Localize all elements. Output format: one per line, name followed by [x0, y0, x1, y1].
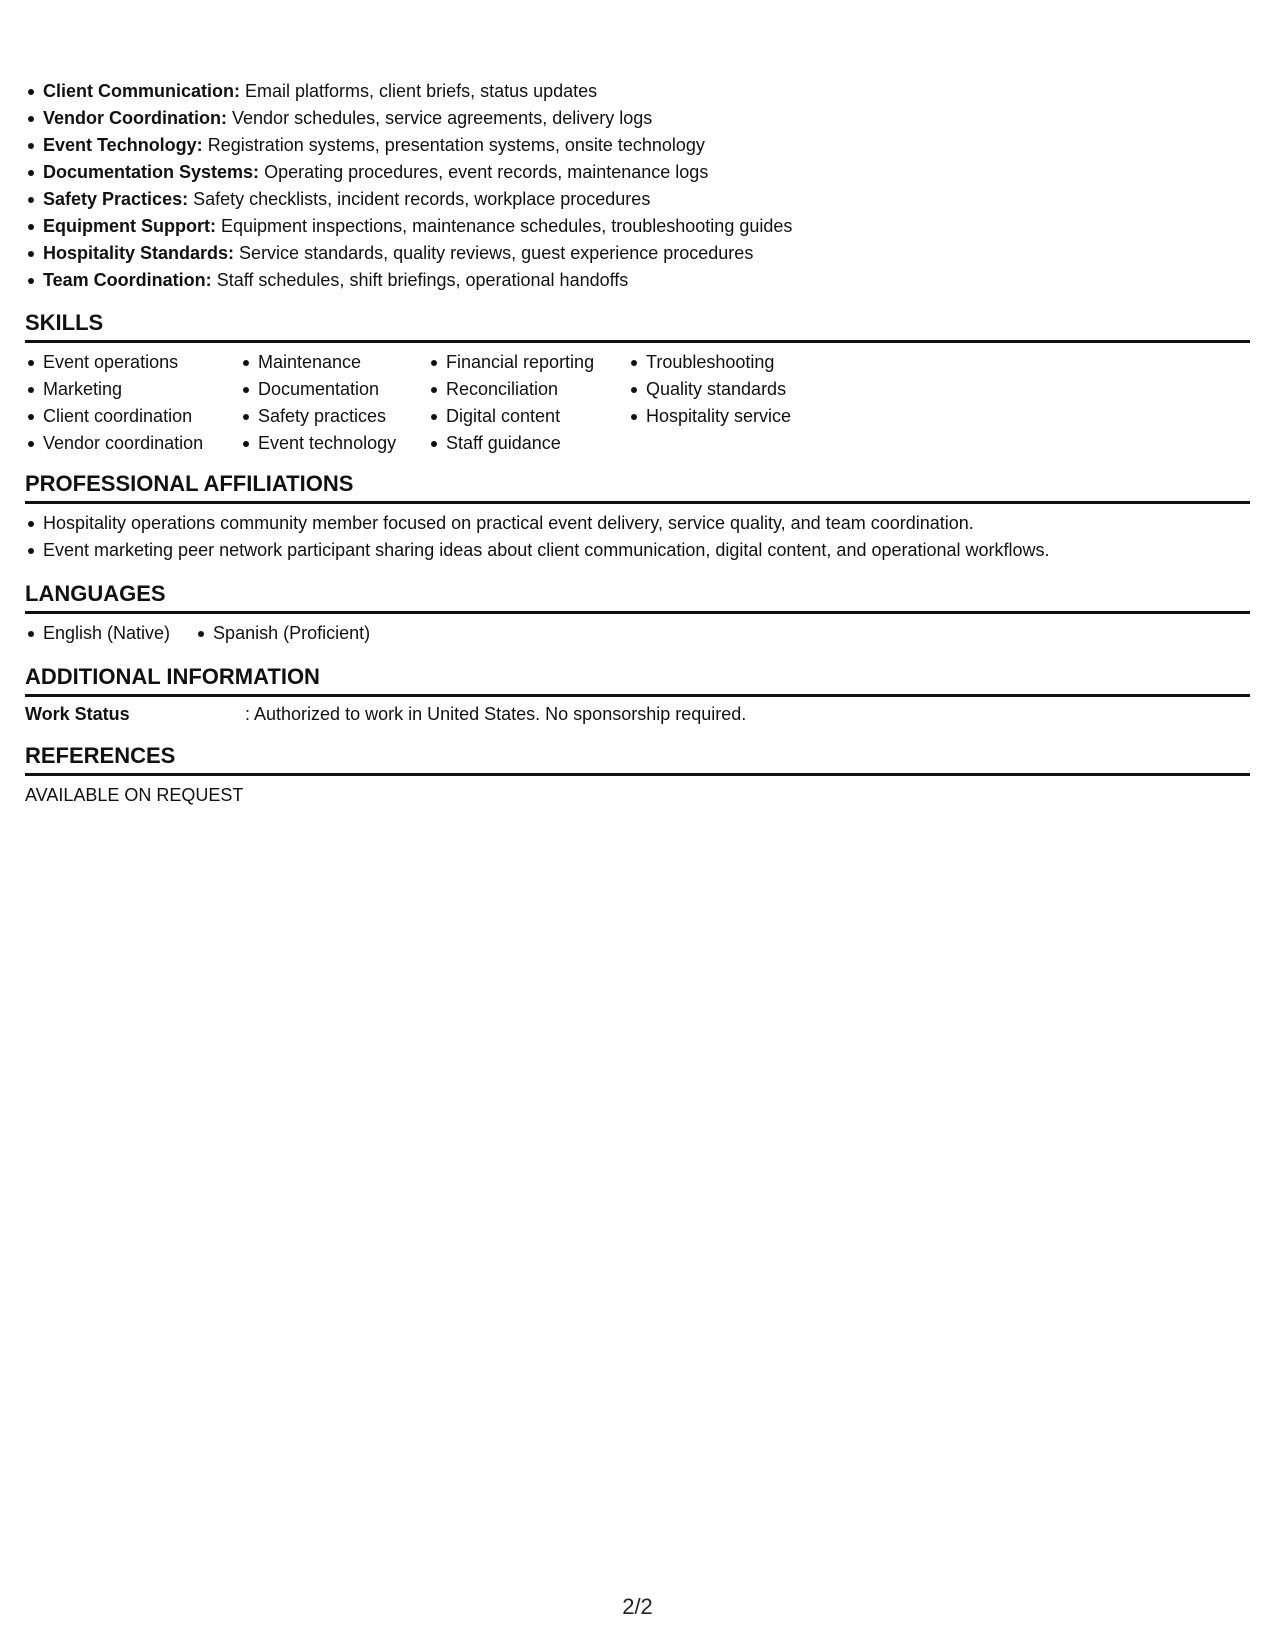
language-item: English (Native): [25, 620, 170, 647]
tool-desc: Vendor schedules, service agreements, delivery logs: [232, 108, 653, 128]
section-heading-affiliations: PROFESSIONAL AFFILIATIONS: [25, 471, 1250, 504]
tool-term: Vendor Coordination:: [43, 108, 227, 128]
skill-item: Digital content: [428, 403, 628, 430]
list-item: [25, 213, 1250, 240]
tool-term: Documentation Systems:: [43, 162, 260, 182]
tool-desc: Service standards, quality reviews, guest experience procedures: [239, 243, 754, 263]
skills-column: [25, 349, 240, 457]
skills-column: [428, 349, 628, 457]
references-section: [25, 743, 1250, 809]
tool-desc: Operating procedures, event records, maintenance logs: [264, 162, 709, 182]
skills-grid: [25, 349, 1250, 457]
skill-item: Quality standards: [628, 376, 828, 403]
languages-section: [25, 581, 1250, 647]
skill-item: Financial reporting: [428, 349, 628, 376]
tool-desc: Staff schedules, shift briefings, operational handoffs: [216, 270, 629, 290]
skill-item: Troubleshooting: [628, 349, 828, 376]
work-status-row: [25, 701, 1250, 728]
section-heading-languages: LANGUAGES: [25, 581, 1250, 614]
languages-list: [25, 620, 1250, 647]
list-item: Hospitality operations community member focused on practical event delivery, service quality, and team coordination.: [25, 510, 1250, 537]
section-heading-skills: SKILLS: [25, 310, 1250, 343]
tool-term: Equipment Support:: [43, 216, 216, 236]
skill-item: Safety practices: [240, 403, 428, 430]
skill-item: Client coordination: [25, 403, 240, 430]
tool-term: Event Technology:: [43, 135, 203, 155]
skill-item: Staff guidance: [428, 430, 628, 457]
tool-term: Safety Practices:: [43, 189, 189, 209]
skills-column: [240, 349, 428, 457]
tool-desc: Equipment inspections, maintenance schedules, troubleshooting guides: [221, 216, 793, 236]
tool-desc: Safety checklists, incident records, workplace procedures: [193, 189, 651, 209]
affiliations-section: [25, 471, 1250, 564]
tool-desc: Email platforms, client briefs, status updates: [245, 81, 598, 101]
additional-info-section: [25, 664, 1250, 728]
tool-term: Client Communication:: [43, 81, 240, 101]
skill-item: Event technology: [240, 430, 428, 457]
list-item: [25, 240, 1250, 267]
skill-item: Vendor coordination: [25, 430, 240, 457]
tool-term: Team Coordination:: [43, 270, 212, 290]
list-item: [25, 267, 1250, 294]
tools-list: [25, 78, 1250, 294]
references-text: AVAILABLE ON REQUEST: [25, 785, 244, 805]
list-item: Event marketing peer network participant sharing ideas about client communication, digital content, and operational workflows.: [25, 537, 1250, 564]
affiliations-list: [25, 510, 1250, 564]
tool-desc: Registration systems, presentation systems, onsite technology: [207, 135, 705, 155]
list-item: [25, 105, 1250, 132]
language-item: Spanish (Proficient): [195, 620, 370, 647]
list-item: [25, 186, 1250, 213]
resume-page: [25, 78, 1250, 809]
section-heading-references: REFERENCES: [25, 743, 1250, 776]
list-item: [25, 132, 1250, 159]
list-item: [25, 159, 1250, 186]
skills-section: [25, 310, 1250, 457]
skill-item: Reconciliation: [428, 376, 628, 403]
tool-term: Hospitality Standards:: [43, 243, 235, 263]
work-status-value: : Authorized to work in United States. No sponsorship required.: [245, 704, 747, 724]
section-heading-additional: ADDITIONAL INFORMATION: [25, 664, 1250, 697]
skill-item: Documentation: [240, 376, 428, 403]
skills-column: [628, 349, 828, 457]
skill-item: Hospitality service: [628, 403, 828, 430]
work-status-label: Work Status: [25, 704, 130, 724]
skill-item: Marketing: [25, 376, 240, 403]
skill-item: Event operations: [25, 349, 240, 376]
skill-item: Maintenance: [240, 349, 428, 376]
page-number: 2/2: [622, 1594, 653, 1619]
list-item: [25, 78, 1250, 105]
